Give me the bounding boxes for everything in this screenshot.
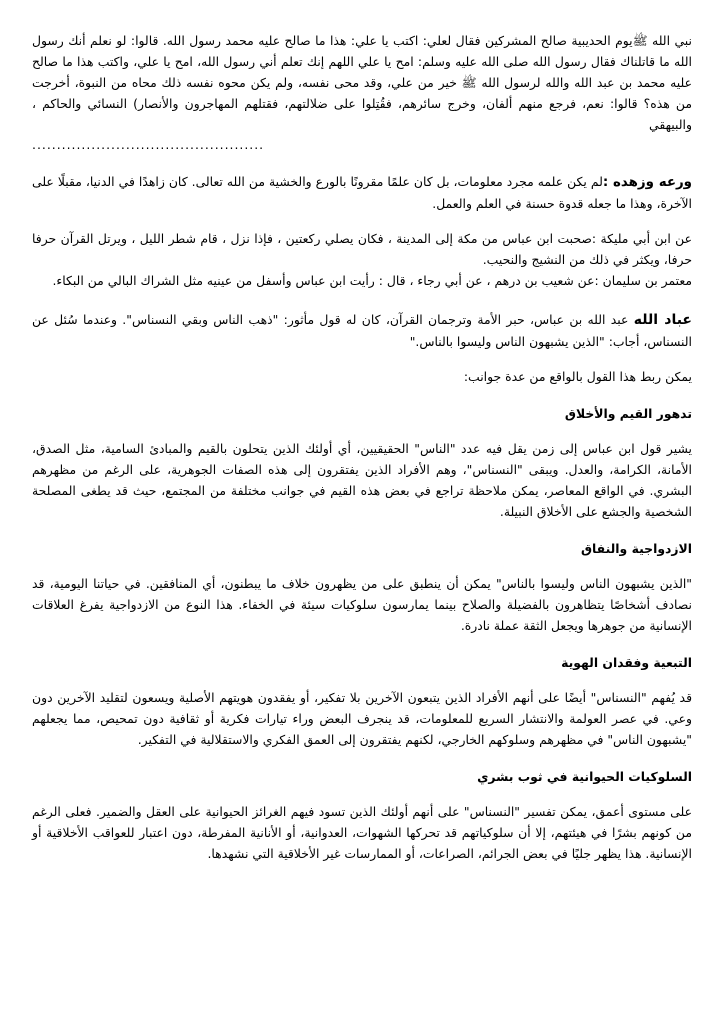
section-identity bbox=[32, 652, 692, 750]
ibadallah-text: عبد الله بن عباس، حبر الأمة وترجمان القرآن، كان له قول مأثور: "ذهب الناس وبقي النسناس". وعندما سُئل عن النسناس، أجاب: "الذين يشبهون الناس وليسوا بالناس." bbox=[32, 312, 692, 349]
section-values bbox=[32, 403, 692, 522]
ibadallah-paragraph bbox=[32, 309, 692, 352]
section-hypocrisy bbox=[32, 538, 692, 636]
section-heading: التبعية وفقدان الهوية bbox=[561, 655, 692, 670]
ibn-abi-mulayka-paragraph: عن ابن أبي مليكة :صحبت ابن عباس من مكة إلى المدينة ، فكان يصلي ركعتين ، فإذا نزل ، قام شطر الليل ، ويرتل القرآن حرفا حرفا، ويكثر في ذلك من النشيج والنحيب. bbox=[32, 231, 692, 267]
wara-text: لم يكن علمه مجرد معلومات، بل كان علمًا مقرونًا بالورع والخشية من الله تعالى. كان زاهدًا في الدنيا، مقبلًا على الآخرة، وهذا ما جعله قدوة حسنة في العلم والعمل. bbox=[32, 174, 692, 211]
section-text: قد يُفهم "النسناس" أيضًا على أنهم الأفراد الذين يتبعون الآخرين بلا تفكير، أو يفقدون هويتهم الأصلية ويسعون لتقليد الآخرين دون وعي. في عصر العولمة والانتشار السريع للمعلومات، قد ينجرف البعض وراء تيارات فكرية أو ثقافية دون تمحيص، مما يجعلهم "يشبهون الناس" في مظهرهم وسلوكهم الخارجي، لكنهم يفتقرون إلى العمق الفكري والاستقلالية في التفكير. bbox=[32, 690, 692, 747]
section-behaviour bbox=[32, 766, 692, 864]
section-text: على مستوى أعمق، يمكن تفسير "النسناس" على أنهم أولئك الذين تسود فيهم الغرائز الحيوانية على العقل والضمير. فعلى الرغم من كونهم بشرًا في هيئتهم، إلا أن سلوكياتهم قد تحركها الشهوات، العدوانية، أو الأنانية المفرطة، دون اعتبار للعواقب الأخلاقية أو الإنسانية. هذا يظهر جليًا في بعض الجرائم، الصراعات، أو الممارسات غير الأخلاقية التي نشهدها. bbox=[32, 804, 692, 861]
wara-paragraph bbox=[32, 171, 692, 214]
section-heading: الازدواجية والنفاق bbox=[580, 541, 692, 556]
mutamir-paragraph: معتمر بن سليمان :عن شعيب بن درهم ، عن أبي رجاء ، قال : رأيت ابن عباس وأسفل من عينيه مثل الشراك البالي من البكاء. bbox=[52, 273, 692, 288]
dotted-separator: ............................................... bbox=[32, 137, 265, 152]
hadith-paragraph: نبي الله ﷺيوم الحديبية صالح المشركين فقال لعلي: اكتب يا علي: هذا ما صالح عليه محمد رسول الله. قالوا: لو نعلم أنك رسول الله ما قاتلناك فقال رسول الله صلى الله عليه وسلم: امح يا علي اللهم إنك تعلم أني رسول الله، امح يا علي، واكتب هذا ما صالح عليه محمد بن عبد الله والله لرسول الله ﷺ خير من علي، وقد محى نفسه، ولم يكن محوه نفسه ذلك محاه من النبوة، أخرجت من هذه؟ قالوا: نعم، فرجع منهم ألفان، وخرج سائرهم، فقُتِلوا على ضلالتهم، فقتلهم المهاجرون والأنصار) النسائي والحاكم ، والبيهقي bbox=[32, 33, 692, 132]
section-heading: السلوكيات الحيوانية في ثوب بشري bbox=[477, 769, 692, 784]
intro-line: يمكن ربط هذا القول بالواقع من عدة جوانب: bbox=[463, 369, 692, 384]
hadith-block bbox=[32, 30, 692, 153]
section-text: "الذين يشبهون الناس وليسوا بالناس" يمكن أن ينطبق على من يظهرون خلاف ما يبطنون، أي المنافقين. في حياتنا اليومية، قد نصادف أشخاصًا يتظاهرون بالفضيلة والصلاح بينما يمارسون سلوكيات سيئة في الخفاء. هذا النوع من الازدواجية يفرغ العلاقات الإنسانية من جوهرها ويجعل الثقة عملة نادرة. bbox=[32, 576, 692, 633]
section-text: يشير قول ابن عباس إلى زمن يقل فيه عدد "الناس" الحقيقيين، أي أولئك الذين يتحلون بالقيم والمبادئ السامية، مثل الصدق، الأمانة، الكرامة، والعدل. ويبقى "النسناس"، وهم الأفراد الذين يفتقرون إلى هذه الصفات الجوهرية، على الرغم من مظهرهم البشري. في الواقع المعاصر، يمكن ملاحظة تراجع في بعض هذه القيم في جوانب مختلفة من المجتمع، حيث قد يطغى المصلحة الشخصية والجشع على الأخلاق النبيلة. bbox=[32, 441, 692, 519]
ibadallah-lead: عباد الله bbox=[633, 312, 692, 328]
section-heading: تدهور القيم والأخلاق bbox=[564, 406, 692, 421]
wara-lead: ورعه وزهده : bbox=[602, 175, 693, 190]
